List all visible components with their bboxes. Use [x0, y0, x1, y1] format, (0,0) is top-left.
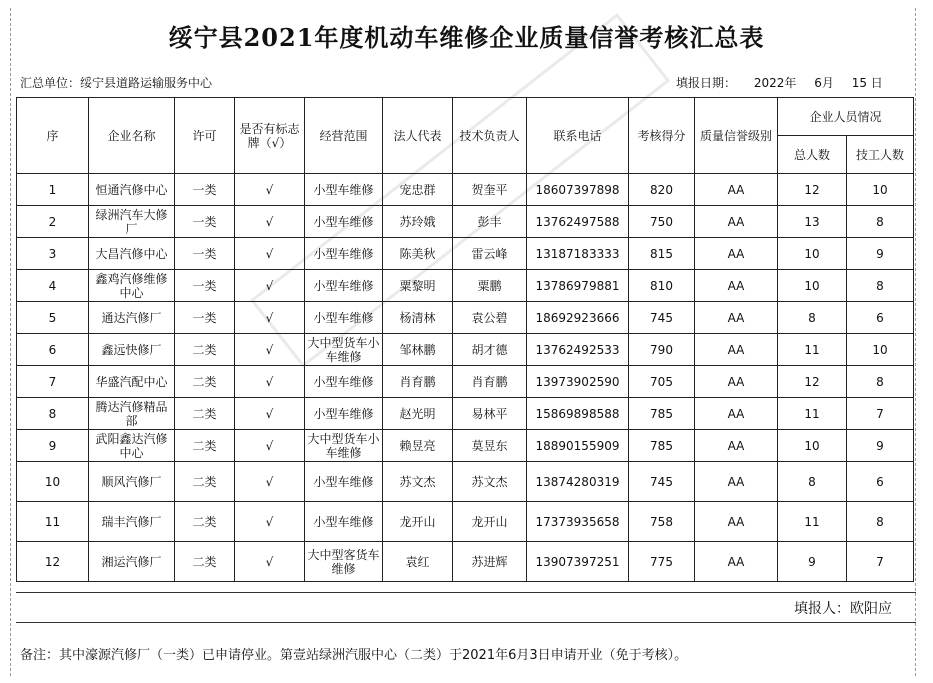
footnote: 备注：其中濠源汽修厂（一类）已申请停业。第壹站绿洲汽服中心（二类）于2021年6月3日申请开业（免于考核）。: [20, 648, 688, 663]
cell-workers: 8: [847, 366, 914, 398]
cell-workers: 7: [847, 398, 914, 430]
cell-name: 鑫远快修厂: [89, 334, 175, 366]
cell-scope: 小型车维修: [305, 174, 383, 206]
cell-license: 二类: [175, 462, 235, 502]
cell-tech: 苏文杰: [453, 462, 527, 502]
header-seq: 序: [17, 98, 89, 174]
cell-workers: 8: [847, 206, 914, 238]
header-tech: 技术负责人: [453, 98, 527, 174]
footer-line: [16, 622, 916, 623]
cell-grade: AA: [695, 302, 778, 334]
cell-score: 745: [629, 462, 695, 502]
cell-sign: √: [235, 174, 305, 206]
cell-license: 一类: [175, 238, 235, 270]
header-license: 许可: [175, 98, 235, 174]
cell-license: 二类: [175, 334, 235, 366]
cell-scope: 小型车维修: [305, 238, 383, 270]
cell-name: 通达汽修厂: [89, 302, 175, 334]
cell-phone: 13187183333: [527, 238, 629, 270]
cell-seq: 7: [17, 366, 89, 398]
cell-grade: AA: [695, 430, 778, 462]
cell-grade: AA: [695, 270, 778, 302]
cell-scope: 小型车维修: [305, 206, 383, 238]
reporter: 填报人：欧阳应: [794, 601, 892, 617]
table-row: [17, 174, 914, 206]
cell-grade: AA: [695, 366, 778, 398]
table-row: [17, 334, 914, 366]
cell-score: 750: [629, 206, 695, 238]
cell-phone: 13762497588: [527, 206, 629, 238]
cell-scope: 小型车维修: [305, 462, 383, 502]
cell-phone: 18890155909: [527, 430, 629, 462]
table-row: [17, 398, 914, 430]
cell-name: 绿洲汽车大修厂: [89, 206, 175, 238]
cell-legal: 宠忠群: [383, 174, 453, 206]
cell-grade: AA: [695, 542, 778, 582]
table-row: [17, 302, 914, 334]
cell-tech: 肖育鹏: [453, 366, 527, 398]
cell-scope: 大中型客货车维修: [305, 542, 383, 582]
cell-sign: √: [235, 366, 305, 398]
fill-date: [676, 74, 897, 91]
cell-tech: 贺奎平: [453, 174, 527, 206]
cell-score: 705: [629, 366, 695, 398]
cell-license: 二类: [175, 398, 235, 430]
cell-phone: 18692923666: [527, 302, 629, 334]
cell-name: 湘运汽修厂: [89, 542, 175, 582]
cell-total: 8: [778, 302, 847, 334]
cell-score: 785: [629, 430, 695, 462]
fill-date-day: 15 日: [851, 76, 883, 90]
cell-score: 790: [629, 334, 695, 366]
cell-seq: 10: [17, 462, 89, 502]
cell-seq: 4: [17, 270, 89, 302]
cell-sign: √: [235, 206, 305, 238]
cell-tech: 胡才德: [453, 334, 527, 366]
cell-sign: √: [235, 238, 305, 270]
page-title: 绥宁县2021年度机动车维修企业质量信誉考核汇总表: [168, 23, 765, 52]
table-row: [17, 270, 914, 302]
cell-workers: 8: [847, 270, 914, 302]
cell-sign: √: [235, 542, 305, 582]
cell-total: 11: [778, 334, 847, 366]
cell-license: 二类: [175, 430, 235, 462]
cell-seq: 5: [17, 302, 89, 334]
header-scope: 经营范围: [305, 98, 383, 174]
table-row: [17, 238, 914, 270]
header-total: 总人数: [778, 136, 847, 174]
cell-grade: AA: [695, 174, 778, 206]
fill-date-month: 6月: [814, 76, 834, 90]
cell-total: 10: [778, 238, 847, 270]
cell-score: 810: [629, 270, 695, 302]
cell-score: 758: [629, 502, 695, 542]
cell-workers: 10: [847, 174, 914, 206]
cell-grade: AA: [695, 334, 778, 366]
cell-score: 815: [629, 238, 695, 270]
cell-license: 二类: [175, 366, 235, 398]
header-name: 企业名称: [89, 98, 175, 174]
cell-name: 华盛汽配中心: [89, 366, 175, 398]
table-row: [17, 542, 914, 582]
cell-score: 775: [629, 542, 695, 582]
cell-scope: 大中型货车小车维修: [305, 334, 383, 366]
cell-seq: 6: [17, 334, 89, 366]
cell-total: 13: [778, 206, 847, 238]
cell-legal: 陈美秋: [383, 238, 453, 270]
cell-name: 大昌汽修中心: [89, 238, 175, 270]
cell-legal: 肖育鹏: [383, 366, 453, 398]
cell-legal: 邹林鹏: [383, 334, 453, 366]
cell-workers: 9: [847, 430, 914, 462]
cell-grade: AA: [695, 462, 778, 502]
cell-scope: 小型车维修: [305, 270, 383, 302]
cell-workers: 8: [847, 502, 914, 542]
header-score: 考核得分: [629, 98, 695, 174]
fill-date-year: 2022年: [753, 76, 797, 90]
cell-seq: 3: [17, 238, 89, 270]
cell-scope: 小型车维修: [305, 302, 383, 334]
table-row: [17, 206, 914, 238]
cell-legal: 龙开山: [383, 502, 453, 542]
cell-sign: √: [235, 430, 305, 462]
cell-total: 9: [778, 542, 847, 582]
cell-sign: √: [235, 398, 305, 430]
cell-license: 二类: [175, 502, 235, 542]
table-bottom-line: [16, 592, 916, 593]
cell-sign: √: [235, 502, 305, 542]
summary-unit: 汇总单位：绥宁县道路运输服务中心: [20, 76, 213, 90]
summary-table: [16, 97, 914, 582]
cell-total: 11: [778, 398, 847, 430]
cell-name: 腾达汽修精品部: [89, 398, 175, 430]
header-sign: 是否有标志牌（√）: [235, 98, 305, 174]
cell-phone: 18607397898: [527, 174, 629, 206]
cell-seq: 11: [17, 502, 89, 542]
cell-legal: 苏玲娥: [383, 206, 453, 238]
cell-score: 785: [629, 398, 695, 430]
cell-grade: AA: [695, 502, 778, 542]
cell-total: 12: [778, 366, 847, 398]
cell-grade: AA: [695, 206, 778, 238]
cell-legal: 袁红: [383, 542, 453, 582]
cell-total: 10: [778, 430, 847, 462]
cell-license: 一类: [175, 302, 235, 334]
cell-sign: √: [235, 270, 305, 302]
header-grade: 质量信誉级别: [695, 98, 778, 174]
cell-total: 11: [778, 502, 847, 542]
cell-name: 鑫鸡汽修维修中心: [89, 270, 175, 302]
cell-sign: √: [235, 462, 305, 502]
cell-scope: 小型车维修: [305, 502, 383, 542]
table-row: [17, 366, 914, 398]
fill-date-label: 填报日期：: [676, 76, 737, 90]
cell-total: 12: [778, 174, 847, 206]
cell-license: 二类: [175, 542, 235, 582]
cell-legal: 赖昱亮: [383, 430, 453, 462]
header-staff: 企业人员情况: [778, 98, 914, 136]
cell-phone: 17373935658: [527, 502, 629, 542]
cell-license: 一类: [175, 206, 235, 238]
cell-scope: 小型车维修: [305, 366, 383, 398]
cell-legal: 杨清林: [383, 302, 453, 334]
cell-license: 一类: [175, 270, 235, 302]
cell-phone: 13973902590: [527, 366, 629, 398]
cell-grade: AA: [695, 238, 778, 270]
cell-seq: 12: [17, 542, 89, 582]
cell-name: 恒通汽修中心: [89, 174, 175, 206]
cell-tech: 龙开山: [453, 502, 527, 542]
cell-seq: 1: [17, 174, 89, 206]
cell-workers: 6: [847, 462, 914, 502]
cell-phone: 13907397251: [527, 542, 629, 582]
table-row: [17, 462, 914, 502]
cell-license: 一类: [175, 174, 235, 206]
cell-seq: 8: [17, 398, 89, 430]
cell-name: 顺风汽修厂: [89, 462, 175, 502]
cell-legal: 粟黎明: [383, 270, 453, 302]
cell-name: 武阳鑫达汽修中心: [89, 430, 175, 462]
cell-tech: 莫昱东: [453, 430, 527, 462]
cell-tech: 彭丰: [453, 206, 527, 238]
cell-tech: 粟鹏: [453, 270, 527, 302]
header-legal: 法人代表: [383, 98, 453, 174]
cell-workers: 7: [847, 542, 914, 582]
cell-workers: 6: [847, 302, 914, 334]
cell-phone: 13874280319: [527, 462, 629, 502]
table-row: [17, 502, 914, 542]
cell-total: 8: [778, 462, 847, 502]
cell-phone: 13786979881: [527, 270, 629, 302]
cell-tech: 苏进辉: [453, 542, 527, 582]
cell-grade: AA: [695, 398, 778, 430]
cell-score: 745: [629, 302, 695, 334]
header-phone: 联系电话: [527, 98, 629, 174]
cell-legal: 苏文杰: [383, 462, 453, 502]
cell-phone: 13762492533: [527, 334, 629, 366]
cell-seq: 9: [17, 430, 89, 462]
cell-phone: 15869898588: [527, 398, 629, 430]
cell-workers: 9: [847, 238, 914, 270]
cell-tech: 袁公碧: [453, 302, 527, 334]
cell-total: 10: [778, 270, 847, 302]
cell-seq: 2: [17, 206, 89, 238]
cell-score: 820: [629, 174, 695, 206]
cell-tech: 雷云峰: [453, 238, 527, 270]
cell-workers: 10: [847, 334, 914, 366]
table-row: [17, 430, 914, 462]
cell-legal: 赵光明: [383, 398, 453, 430]
cell-sign: √: [235, 302, 305, 334]
header-workers: 技工人数: [847, 136, 914, 174]
cell-scope: 大中型货车小车维修: [305, 430, 383, 462]
cell-sign: √: [235, 334, 305, 366]
cell-name: 瑞丰汽修厂: [89, 502, 175, 542]
cell-scope: 小型车维修: [305, 398, 383, 430]
cell-tech: 易林平: [453, 398, 527, 430]
